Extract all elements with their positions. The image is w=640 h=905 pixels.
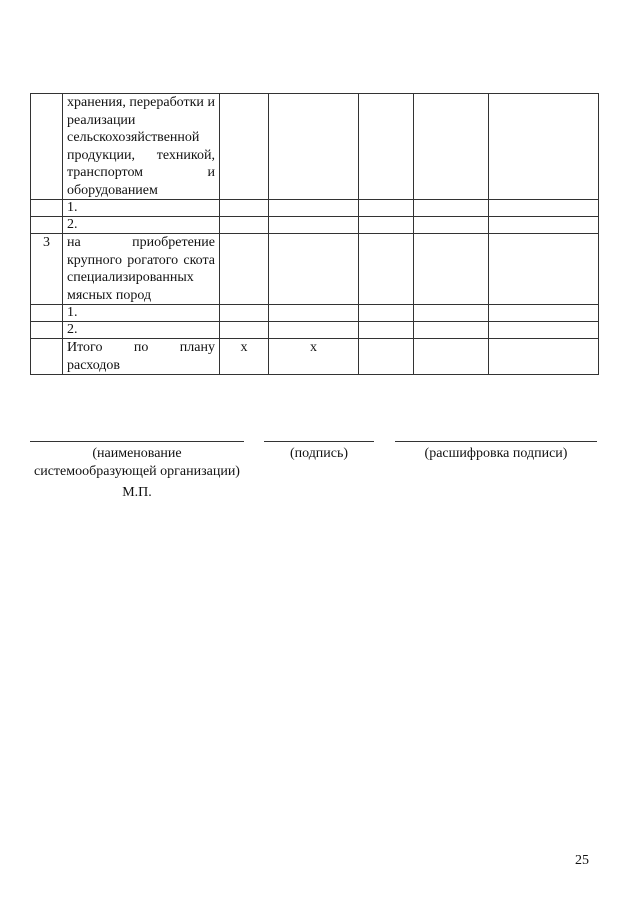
page-number: 25 bbox=[575, 853, 589, 868]
table-cell bbox=[359, 234, 414, 305]
row-number-cell bbox=[31, 94, 63, 200]
table-cell: х bbox=[269, 339, 359, 375]
table-cell bbox=[269, 200, 359, 217]
table-cell bbox=[489, 94, 599, 200]
table-row bbox=[31, 217, 599, 234]
table-cell bbox=[359, 322, 414, 339]
table-cell bbox=[220, 217, 269, 234]
table-cell bbox=[414, 94, 489, 200]
row-number-cell bbox=[31, 217, 63, 234]
row-description-cell: 2. bbox=[63, 322, 220, 339]
row-description-cell: на приобретение крупного рогатого скота специализированных мясных пород bbox=[63, 234, 220, 305]
table-row bbox=[31, 200, 599, 217]
table-cell bbox=[220, 94, 269, 200]
signature-line bbox=[264, 441, 374, 442]
table-cell bbox=[269, 94, 359, 200]
table-cell bbox=[489, 217, 599, 234]
stamp-label: М.П. bbox=[122, 485, 152, 500]
table-row bbox=[31, 94, 599, 200]
table-cell bbox=[269, 322, 359, 339]
table-cell bbox=[414, 322, 489, 339]
table-cell bbox=[359, 339, 414, 375]
row-description-cell: 1. bbox=[63, 200, 220, 217]
row-description-cell: 2. bbox=[63, 217, 220, 234]
row-number-cell bbox=[31, 200, 63, 217]
budget-table bbox=[30, 93, 599, 375]
table-cell bbox=[269, 234, 359, 305]
signature-block-organization bbox=[30, 441, 244, 502]
table-cell bbox=[414, 200, 489, 217]
table-cell bbox=[359, 305, 414, 322]
row-number-cell bbox=[31, 305, 63, 322]
table-cell bbox=[359, 200, 414, 217]
table-cell bbox=[359, 94, 414, 200]
table-cell bbox=[489, 322, 599, 339]
table-cell bbox=[489, 339, 599, 375]
organization-caption: (наименование системообразующей организации) bbox=[34, 446, 240, 479]
table-cell: х bbox=[220, 339, 269, 375]
table-row bbox=[31, 234, 599, 305]
table-cell bbox=[359, 217, 414, 234]
signature-block-sign bbox=[264, 441, 374, 463]
table-cell bbox=[414, 217, 489, 234]
row-number-cell bbox=[31, 322, 63, 339]
table-cell bbox=[414, 305, 489, 322]
table-cell bbox=[489, 200, 599, 217]
table-cell bbox=[220, 305, 269, 322]
table-row bbox=[31, 305, 599, 322]
signature-line bbox=[395, 441, 597, 442]
table-row bbox=[31, 322, 599, 339]
signature-line bbox=[30, 441, 244, 442]
table-cell bbox=[414, 234, 489, 305]
signature-block-decode bbox=[395, 441, 597, 463]
row-number-cell: 3 bbox=[31, 234, 63, 305]
row-description-cell: 1. bbox=[63, 305, 220, 322]
table-cell bbox=[220, 200, 269, 217]
table-cell bbox=[220, 322, 269, 339]
table-row-total bbox=[31, 339, 599, 375]
table-cell bbox=[269, 305, 359, 322]
table-cell bbox=[269, 217, 359, 234]
table-cell bbox=[489, 305, 599, 322]
signature-decode-caption: (расшифровка подписи) bbox=[424, 446, 568, 461]
table-cell bbox=[489, 234, 599, 305]
row-description-cell: Итого по плану расходов bbox=[63, 339, 220, 375]
row-number-cell bbox=[31, 339, 63, 375]
row-description-cell: хранения, переработки и реализации сельскохозяйственной продукции, техникой, транспортом и оборудованием bbox=[63, 94, 220, 200]
table-cell bbox=[414, 339, 489, 375]
table-cell bbox=[220, 234, 269, 305]
signature-caption: (подпись) bbox=[289, 446, 349, 461]
